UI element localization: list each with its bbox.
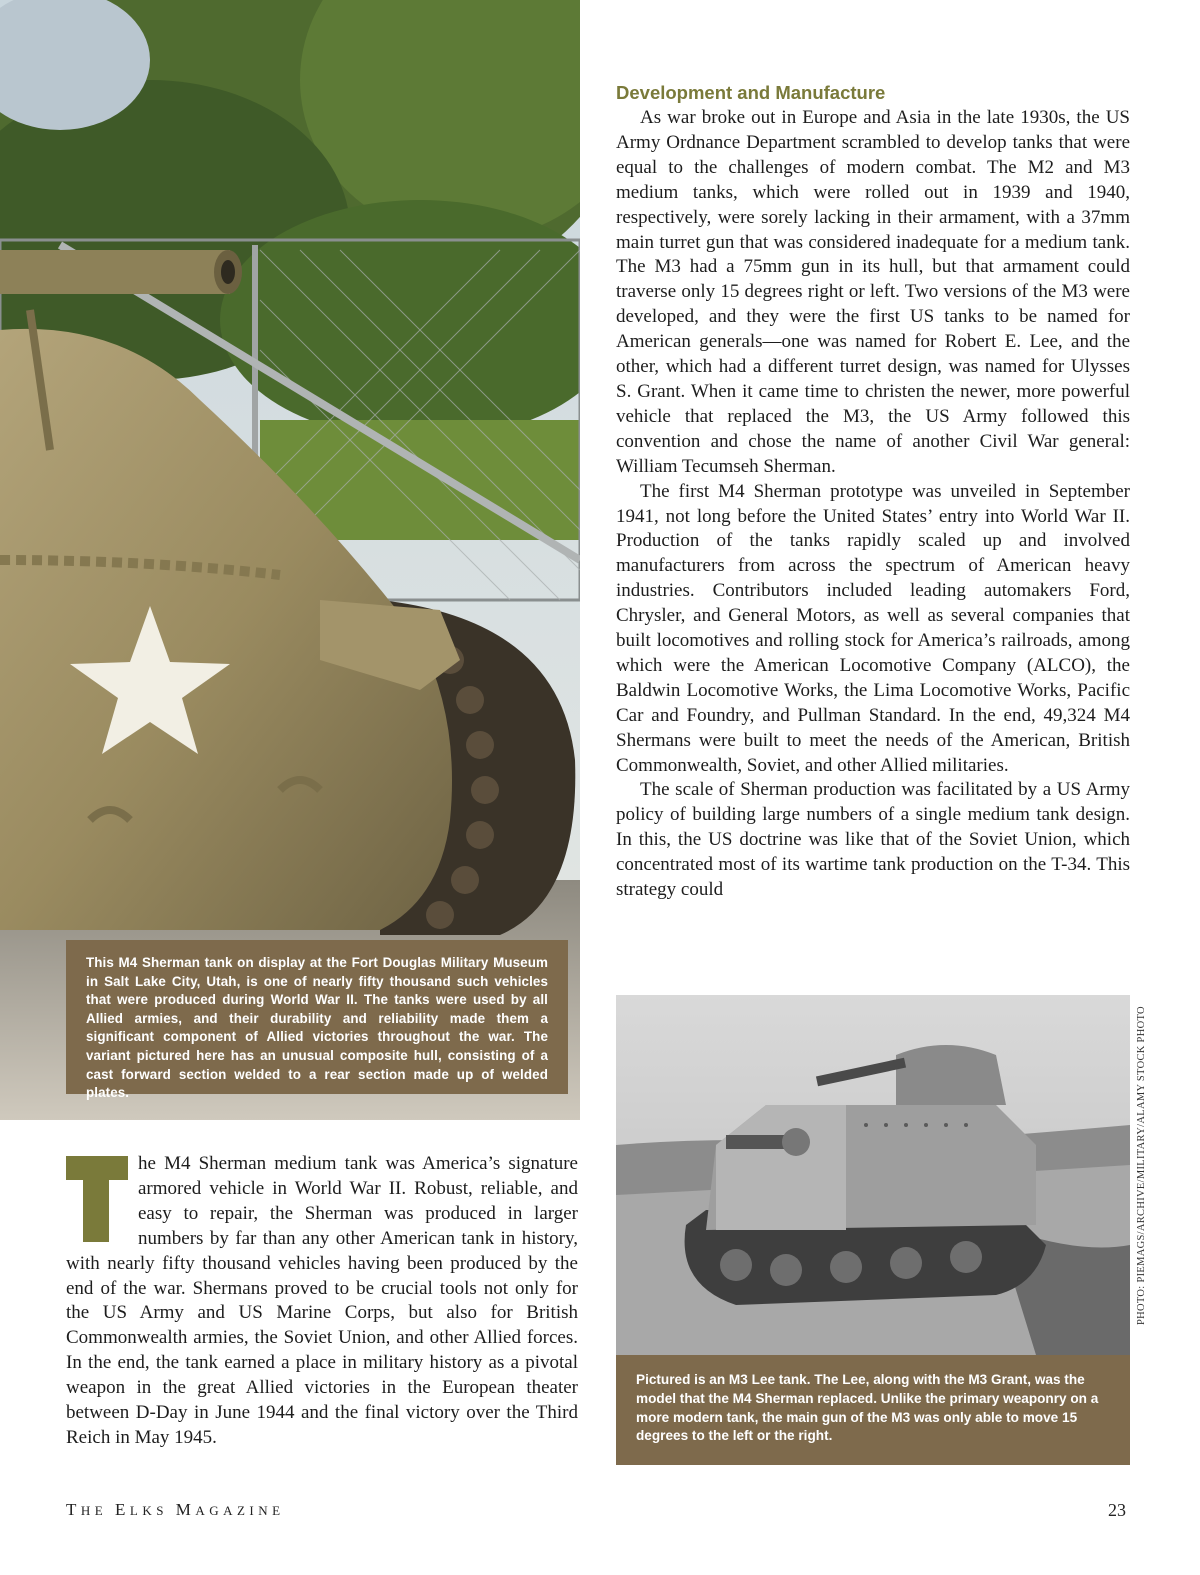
magazine-title	[66, 1500, 285, 1520]
section-heading: Development and Manufacture	[616, 82, 886, 103]
page-number: 23	[1108, 1500, 1126, 1520]
title-letter-t: T	[66, 1500, 81, 1519]
paragraph-2: The first M4 Sherman prototype was unveiled in September 1941, not long before the United States’ entry into World War II. Production of the tanks rapidly scaled up and involved manufacturers from across the spectrum of American heavy industries. Contributors included leading automakers Ford, Chrysler, and General Motors, as well as several companies that built locomotives and rolling stock for America’s railroads, among which were the American Locomotive Company (ALCO), the Baldwin Locomotive Works, the Lima Locomotive Works, Pacific Car and Foundry, and Pullman Standard. In the end, 49,324 M4 Shermans were built to meet the needs of the American, British Commonwealth, Soviet, and other Allied militaries.	[616, 480, 1130, 776]
dropcap-stem	[83, 1180, 109, 1242]
paragraph-1: As war broke out in Europe and Asia in the late 1930s, the US Army Ordnance Department scrambled to develop tanks that were equal to the challenges of modern combat. The M2 and M3 medium tanks, which were rolled out in 1939 and 1940, respectively, were sorely lacking in their armament, with a 37mm main turret gun that was considered inadequate for a medium tank. The M3 had a 75mm gun in its hull, but that armament could traverse only 15 degrees right or left. Two versions of the M3 were developed, and they were the first US tanks to be named for American generals—one was named for Robert E. Lee, and the other, which had a different turret design, was named for Ulysses S. Grant. When it came time to christen the newer, more powerful vehicle that replaced the M3, the US Army followed this convention and chose the name of another Civil War general: William Tecumseh Sherman.	[616, 107, 1130, 477]
m3-lee-photo-caption: Pictured is an M3 Lee tank. The Lee, along with the M3 Grant, was the model that the M4 Sherman replaced. Unlike the primary weaponry on a more modern tank, the main gun of the M3 was only able to move 15 degrees to the left or the right.	[616, 1355, 1130, 1465]
dropcap-bar	[66, 1156, 128, 1180]
article-right-column	[616, 80, 1130, 903]
title-word-elks: LKS	[129, 1503, 176, 1518]
photo-credit	[1136, 995, 1152, 1325]
title-word-the: HE	[80, 1503, 115, 1518]
sherman-photo-caption: This M4 Sherman tank on display at the Fort Douglas Military Museum in Salt Lake City, Utah, is one of nearly fifty thousand such vehicles that were produced during World War II. The tanks were used by all Allied armies, and their durability and reliability made them a significant component of Allied victories throughout the war. The variant pictured here has an unusual composite hull, consisting of a cast forward section welded to a rear section made up of welded plates.	[66, 940, 568, 1094]
dropcap-t	[66, 1156, 128, 1242]
intro-paragraph	[66, 1152, 578, 1451]
title-word-magazine: AGAZINE	[195, 1503, 285, 1518]
photo-credit-text: PHOTO: PIEMAGS/ARCHIVE/MILITARY/ALAMY STOCK PHOTO	[1136, 1006, 1147, 1325]
intro-text: he M4 Sherman medium tank was America’s signature armored vehicle in World War II. Robust, reliable, and easy to repair, the Sherman was produced in larger numbers by far than any other American tank in history, with nearly fifty thousand vehicles having been produced by the end of the war. Shermans proved to be crucial tools not only for the US Army and US Marine Corps, but also for British Commonwealth armies, the Soviet Union, and other Allied forces. In the end, the tank earned a place in military history as a pivotal weapon in the great Allied victories in the European theater between D-Day in June 1944 and the final victory over the Third Reich in May 1945.	[66, 1153, 578, 1448]
m3-lee-illustration	[616, 995, 1130, 1355]
title-letter-m: M	[175, 1500, 196, 1519]
paragraph-3: The scale of Sherman production was facilitated by a US Army policy of building large numbers of a single medium tank design. In this, the US doctrine was like that of the Soviet Union, which concentrated most of its wartime tank production on the T-34. This strategy could	[616, 779, 1130, 901]
m3-lee-tank-photo	[616, 995, 1130, 1355]
title-letter-e: E	[114, 1500, 130, 1519]
